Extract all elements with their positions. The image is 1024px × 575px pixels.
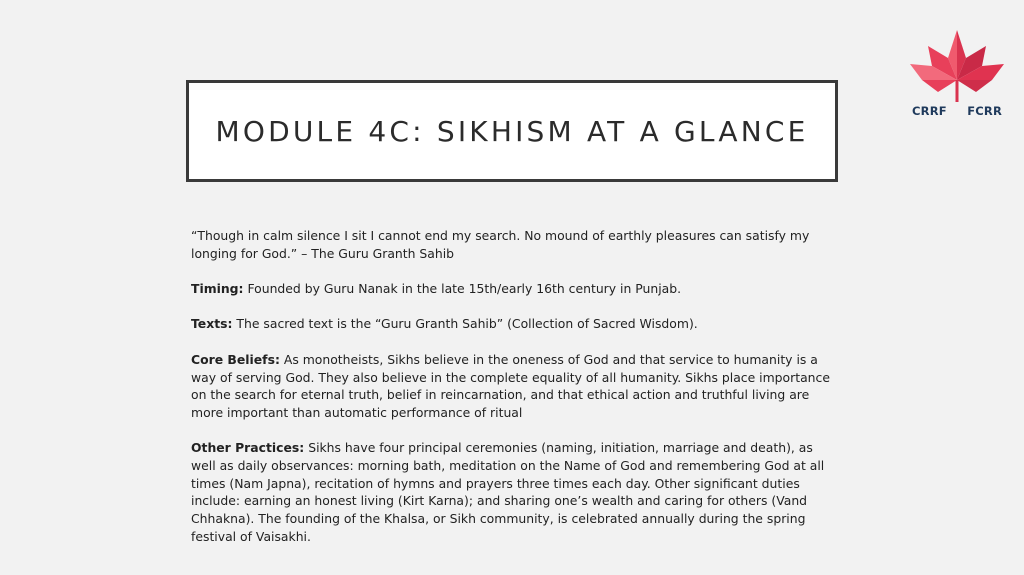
other-practices-label: Other Practices: bbox=[191, 440, 305, 456]
quote-paragraph: “Though in calm silence I sit I cannot end my search. No mound of earthly pleasures can satisfy my longing for God.” – The Guru Granth Sahib bbox=[191, 228, 810, 261]
page-title: MODULE 4C: SIKHISM AT A GLANCE bbox=[215, 114, 809, 148]
core-beliefs-paragraph bbox=[191, 351, 839, 422]
logo-text-fcrr: FCRR bbox=[967, 104, 1002, 118]
logo-text-crrf: CRRF bbox=[912, 104, 947, 118]
maple-leaf-icon bbox=[908, 28, 1006, 106]
texts-label: Texts: bbox=[191, 316, 233, 332]
title-box bbox=[186, 80, 838, 182]
timing-paragraph bbox=[191, 280, 839, 298]
texts-text: The sacred text is the “Guru Granth Sahib” (Collection of Sacred Wisdom). bbox=[232, 316, 698, 332]
other-practices-paragraph bbox=[191, 439, 839, 545]
core-beliefs-text: As monotheists, Sikhs believe in the oneness of God and that service to humanity is a way of serving God. They also believe in the complete equality of all humanity. Sikhs place importance on the search for eternal truth, belief in reincarnation, and that ethical action and truthful living are more important than automatic performance of ritual bbox=[191, 351, 830, 420]
timing-label: Timing: bbox=[191, 281, 244, 297]
timing-text: Founded by Guru Nanak in the late 15th/early 16th century in Punjab. bbox=[243, 281, 682, 297]
other-practices-text: Sikhs have four principal ceremonies (naming, initiation, marriage and death), as well as daily observances: morning bath, meditation on the Name of God and remembering God at all times (Nam Japna), recitation of hymns and prayers three times each day. Other significant duties include: earning an honest living (Kirt Karna); and sharing one’s wealth and caring for others (Vand Chhakna). The founding of the Khalsa, or Sikh community, is celebrated annually during the spring festival of Vaisakhi. bbox=[191, 440, 825, 544]
crrf-fcrr-logo bbox=[908, 28, 1006, 124]
core-beliefs-label: Core Beliefs: bbox=[191, 351, 280, 367]
texts-paragraph bbox=[191, 315, 839, 333]
body-text bbox=[191, 227, 839, 546]
